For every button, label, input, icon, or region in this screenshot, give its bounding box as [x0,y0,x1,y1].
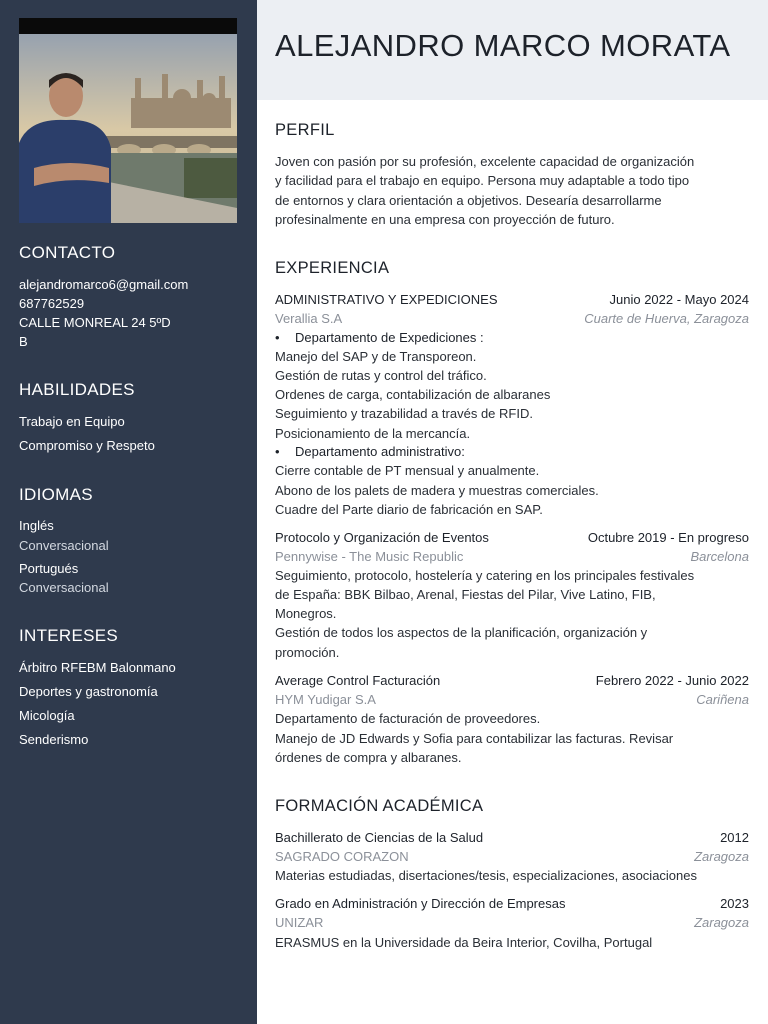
language-name: Inglés [19,518,54,533]
full-name: ALEJANDRO MARCO MORATA [275,28,731,63]
job-detail: Gestión de rutas y control del tráfico. [275,368,487,383]
job-detail: promoción. [275,645,340,660]
skill-item: Compromiso y Respeto [19,438,155,453]
job-dates: Febrero 2022 - Junio 2022 [595,673,749,688]
job-detail: Cierre contable de PT mensual y anualmente. [275,463,540,478]
job-dates: Junio 2022 - Mayo 2024 [609,292,749,307]
interest-item: Micología [19,708,75,723]
job-company: Pennywise - The Music Republic [275,549,464,564]
education-school-row [275,913,749,932]
bullet-icon: • [275,444,280,459]
job-location: Cuarte de Huerva, Zaragoza [584,311,749,326]
bullet-text: Departamento administrativo: [295,444,465,459]
contact-email: alejandromarco6@gmail.com [19,277,189,292]
contact-address: CALLE MONREAL 24 5ºD [19,315,171,330]
profile-text: y facilidad para el trabajo en equipo. Persona muy adaptable a todo tipo [275,173,690,188]
job-detail: Seguimiento, protocolo, hostelería y catering en los principales festivales [275,568,695,583]
education-detail: Materias estudiadas, disertaciones/tesis, especializaciones, asociaciones [275,868,697,883]
job-detail: Departamento de facturación de proveedores. [275,711,541,726]
interest-item: Deportes y gastronomía [19,684,158,699]
skill-item: Trabajo en Equipo [19,414,125,429]
job-detail: Ordenes de carga, contabilización de albaranes [275,387,551,402]
language-name: Portugués [19,561,79,576]
education-header [275,894,749,913]
education-header [275,828,749,847]
job-company: Verallia S.A [275,311,343,326]
education-heading: FORMACIÓN ACADÉMICA [275,797,484,815]
school-name: SAGRADO CORAZON [275,849,409,864]
job-company-row [275,309,749,328]
job-detail: Gestión de todos los aspectos de la planificación, organización y [275,625,648,640]
interest-item: Senderismo [19,732,89,747]
contact-address-line2: B [19,334,28,349]
job-dates: Octubre 2019 - En progreso [587,530,749,545]
job-detail: de España: BBK Bilbao, Arenal, Fiestas del Pilar, Vive Latino, FIB, [275,587,656,602]
skills-heading: HABILIDADES [19,380,135,399]
job-header [275,528,749,547]
languages-heading: IDIOMAS [19,485,93,504]
interests-heading: INTERESES [19,626,119,645]
job-detail: Manejo del SAP y de Transporeon. [275,349,477,364]
job-header [275,290,749,309]
job-title: Average Control Facturación [275,673,441,688]
school-location: Zaragoza [694,915,749,930]
education-school-row [275,847,749,866]
job-title: Protocolo y Organización de Eventos [275,530,489,545]
bullet-item [275,442,465,461]
profile-text: Joven con pasión por su profesión, excelente capacidad de organización [275,154,695,169]
degree-title: Bachillerato de Ciencias de la Salud [275,830,484,845]
language-level: Conversacional [19,538,109,553]
language-level: Conversacional [19,580,109,595]
bullet-text: Departamento de Expediciones : [295,330,484,345]
job-detail: Seguimiento y trazabilidad a través de RFID. [275,406,533,421]
job-header [275,671,749,690]
profile-text: profesinalmente en una empresa con proyección de futuro. [275,212,615,227]
profile-photo [19,18,237,223]
job-detail: órdenes de compra y albaranes. [275,750,462,765]
job-location: Cariñena [696,692,749,707]
degree-title: Grado en Administración y Dirección de Empresas [275,896,566,911]
job-detail: Posicionamiento de la mercancía. [275,426,471,441]
contact-heading: CONTACTO [19,243,116,262]
job-company: HYM Yudigar S.A [275,692,376,707]
job-detail: Manejo de JD Edwards y Sofia para contabilizar las facturas. Revisar [275,731,674,746]
school-location: Zaragoza [694,849,749,864]
bullet-item [275,328,484,347]
contact-phone: 687762529 [19,296,85,311]
job-location: Barcelona [690,549,749,564]
education-detail: ERASMUS en la Universidade da Beira Interior, Covilha, Portugal [275,935,653,950]
job-company-row [275,547,749,566]
job-detail: Abono de los palets de madera y muestras comerciales. [275,483,599,498]
degree-year: 2023 [720,896,749,911]
bullet-icon: • [275,330,280,345]
interest-item: Árbitro RFEBM Balonmano [19,660,176,675]
job-detail: Cuadre del Parte diario de fabricación en SAP. [275,502,543,517]
sidebar [0,0,257,1024]
experience-heading: EXPERIENCIA [275,259,390,277]
profile-heading: PERFIL [275,121,335,139]
job-title: ADMINISTRATIVO Y EXPEDICIONES [275,292,498,307]
job-company-row [275,690,749,709]
school-name: UNIZAR [275,915,324,930]
profile-text: de entornos y clara orientación a objetivos. Desearía desarrollarme [275,193,662,208]
job-detail: Monegros. [275,606,337,621]
degree-year: 2012 [720,830,749,845]
